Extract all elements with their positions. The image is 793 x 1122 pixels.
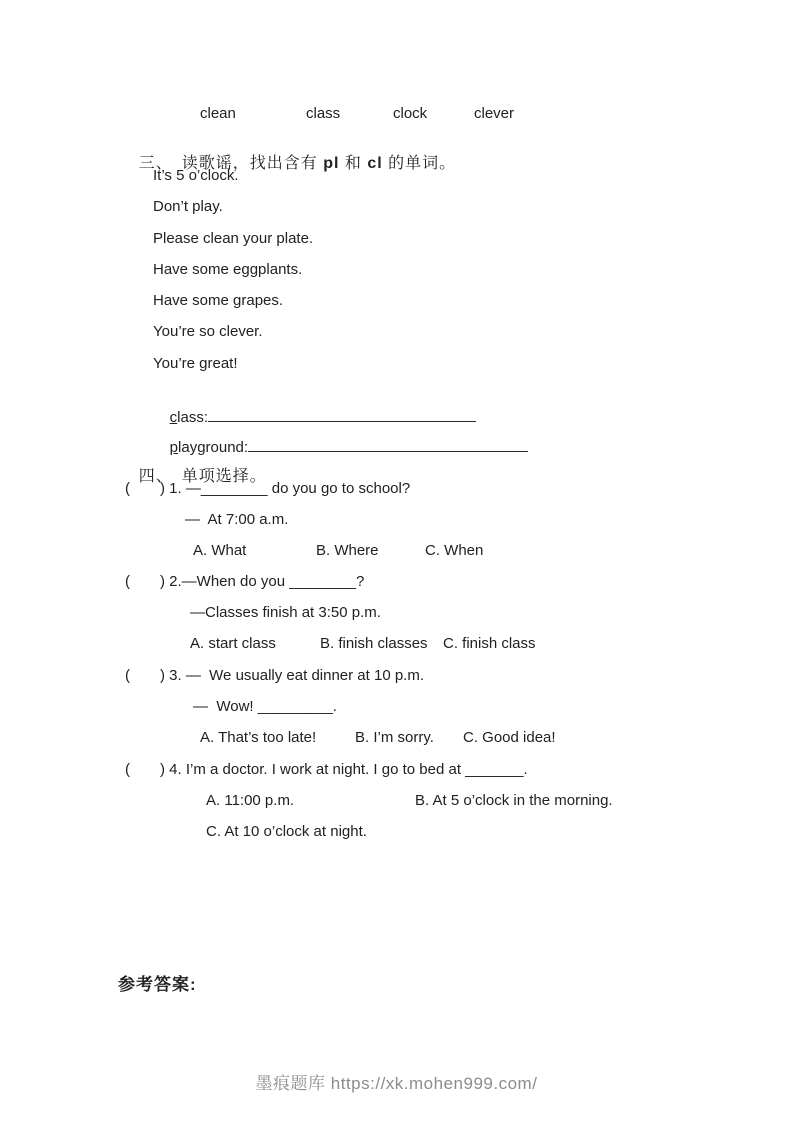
song-line: Have some grapes. <box>153 292 284 309</box>
vocab-word-clever: clever <box>474 105 515 122</box>
question-2-option-b: B. finish classes <box>320 635 428 652</box>
song-line: Please clean your plate. <box>153 230 314 247</box>
question-1-line-2: — At 7:00 a.m. <box>185 511 289 528</box>
song-line: Don’t play. <box>153 198 223 215</box>
section-three-title-post: 的单词。 <box>382 155 457 172</box>
vocab-word-clock: clock <box>393 105 428 122</box>
question-1-option-a: A. What <box>193 542 247 559</box>
question-3-option-a: A. That’s too late! <box>200 729 317 746</box>
question-3-line-2: — Wow! _________. <box>193 698 337 715</box>
song-line: You’re so clever. <box>153 323 263 340</box>
question-1-option-c: C. When <box>425 542 484 559</box>
song-line: It’s 5 o’clock. <box>153 167 239 184</box>
song-line: Have some eggplants. <box>153 261 303 278</box>
fill-label-playground: playground: <box>169 439 249 456</box>
question-1-line-1: ( ) 1. —________ do you go to school? <box>125 480 411 497</box>
question-4-line-1: ( ) 4. I’m a doctor. I work at night. I go to bed at _______. <box>125 761 528 778</box>
question-2-line-1: ( ) 2.—When do you ________? <box>125 573 365 590</box>
question-4-option-a: A. 11:00 p.m. <box>206 792 295 809</box>
question-4-options-row-2 <box>0 822 793 842</box>
reference-answers-heading: 参考答案: <box>118 975 197 994</box>
question-2-option-c: C. finish class <box>443 635 536 652</box>
question-1-option-b: B. Where <box>316 542 379 559</box>
question-4-option-b: B. At 5 o’clock in the morning. <box>415 792 613 809</box>
section-four-heading <box>117 444 267 510</box>
fill-label-class: class: <box>169 409 209 426</box>
question-2-line-2: —Classes finish at 3:50 p.m. <box>190 604 381 621</box>
question-2-options <box>0 634 793 654</box>
question-3-option-b: B. I’m sorry. <box>355 729 434 746</box>
question-3-option-c: C. Good idea! <box>463 729 556 746</box>
section-three-heading <box>117 131 456 197</box>
vocab-word-row <box>0 104 793 124</box>
section-three-title-cl: cl <box>367 155 383 172</box>
question-4-options-row-1 <box>0 791 793 811</box>
question-2-option-a: A. start class <box>190 635 276 652</box>
section-three-number: 三、 <box>138 155 173 172</box>
question-1-options <box>0 541 793 561</box>
fill-blank-playground <box>248 436 528 452</box>
section-three-title-mid: 和 <box>339 155 368 172</box>
question-3-options <box>0 728 793 748</box>
section-four-number: 四、 <box>138 468 173 485</box>
footer-watermark: 墨痕题库 https://xk.mohen999.com/ <box>255 1074 538 1093</box>
vocab-word-class: class <box>306 105 341 122</box>
song-line: You’re great! <box>153 355 238 372</box>
vocab-word-clean: clean <box>200 105 236 122</box>
section-three-title-pre: 读歌谣，找出含有 <box>181 155 324 172</box>
question-4-option-c: C. At 10 o’clock at night. <box>206 823 367 840</box>
section-three-title-pl: pl <box>323 155 340 172</box>
section-four-title: 单项选择。 <box>181 468 267 485</box>
question-3-line-1: ( ) 3. — We usually eat dinner at 10 p.m. <box>125 667 425 684</box>
